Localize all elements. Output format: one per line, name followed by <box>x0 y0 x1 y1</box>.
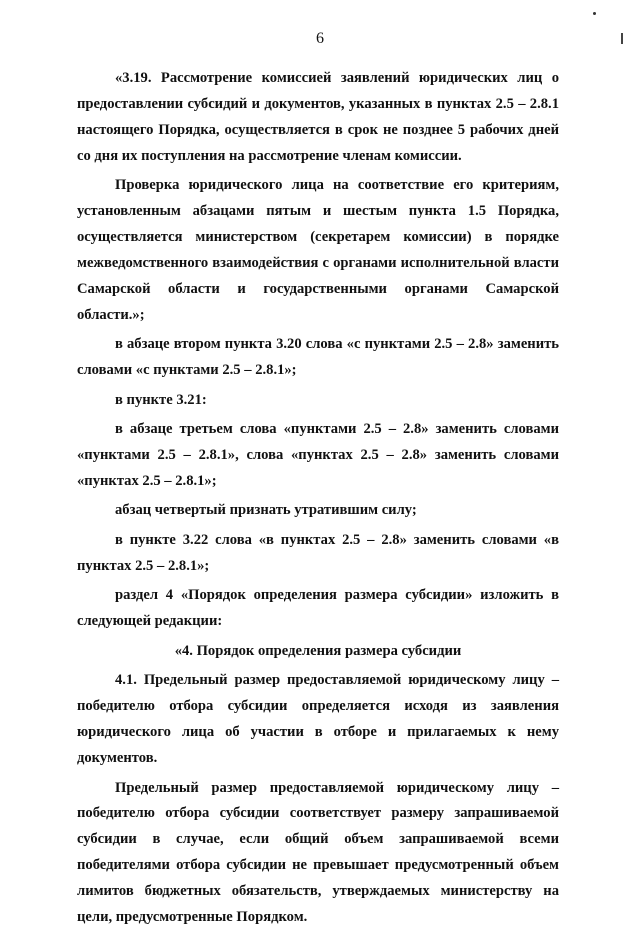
document-body <box>77 66 559 935</box>
paragraph-section-4-intro: раздел 4 «Порядок определения размера субсидии» изложить в следующей редакции: <box>77 587 559 630</box>
paragraph-3-21-fourth: абзац четвертый признать утратившим силу; <box>115 502 417 519</box>
paragraph-4-1: 4.1. Предельный размер предоставляемой юридическому лицу – победителю отбора субсидии определяется исходя из заявления юридического лица об участии в отборе и прилагаемых к нему документов. <box>77 672 559 766</box>
paragraph-verification: Проверка юридического лица на соответствие его критериям, установленным абзацами пятым и шестым пункта 1.5 Порядка, осуществляется министерством (секретарем комиссии) в порядке межведомственного взаимодействия с органами исполнительной власти Самарской области и государственными органами Самарской области.»; <box>77 177 559 323</box>
paragraph-max-amount: Предельный размер предоставляемой юридическому лицу – победителю отбора субсидии соответствует размеру запрашиваемой субсидии в случае, если общий объем запрашиваемой всеми победителями отбора субсидии не превышает предусмотренный объем лимитов бюджетных обязательств, утверждаемых министерству на цели, предусмотренные Порядком. <box>77 779 559 926</box>
scan-dot-mark <box>593 12 596 15</box>
page-number: 6 <box>316 30 324 47</box>
paragraph-3-21-intro: в пункте 3.21: <box>115 391 207 408</box>
paragraph-3-22-amendment: в пункте 3.22 слова «в пунктах 2.5 – 2.8» заменить словами «в пунктах 2.5 – 2.8.1»; <box>77 531 559 574</box>
paragraph-3-19: «3.19. Рассмотрение комиссией заявлений юридических лиц о предоставлении субсидий и документов, указанных в пунктах 2.5 – 2.8.1 настоящего Порядка, осуществляется в срок не позднее 5 рабочих дней со дня их поступления на рассмотрение членам комиссии. <box>77 70 559 164</box>
paragraph-3-20-amendment: в абзаце втором пункта 3.20 слова «с пунктами 2.5 – 2.8» заменить словами «с пунктами 2.5 – 2.8.1»; <box>77 336 559 379</box>
paragraph-3-21-third: в абзаце третьем слова «пунктами 2.5 – 2.8» заменить словами «пунктами 2.5 – 2.8.1», слова «пунктах 2.5 – 2.8» заменить словами «пунктах 2.5 – 2.8.1»; <box>77 421 559 489</box>
section-4-heading: «4. Порядок определения размера субсидии <box>174 642 462 659</box>
